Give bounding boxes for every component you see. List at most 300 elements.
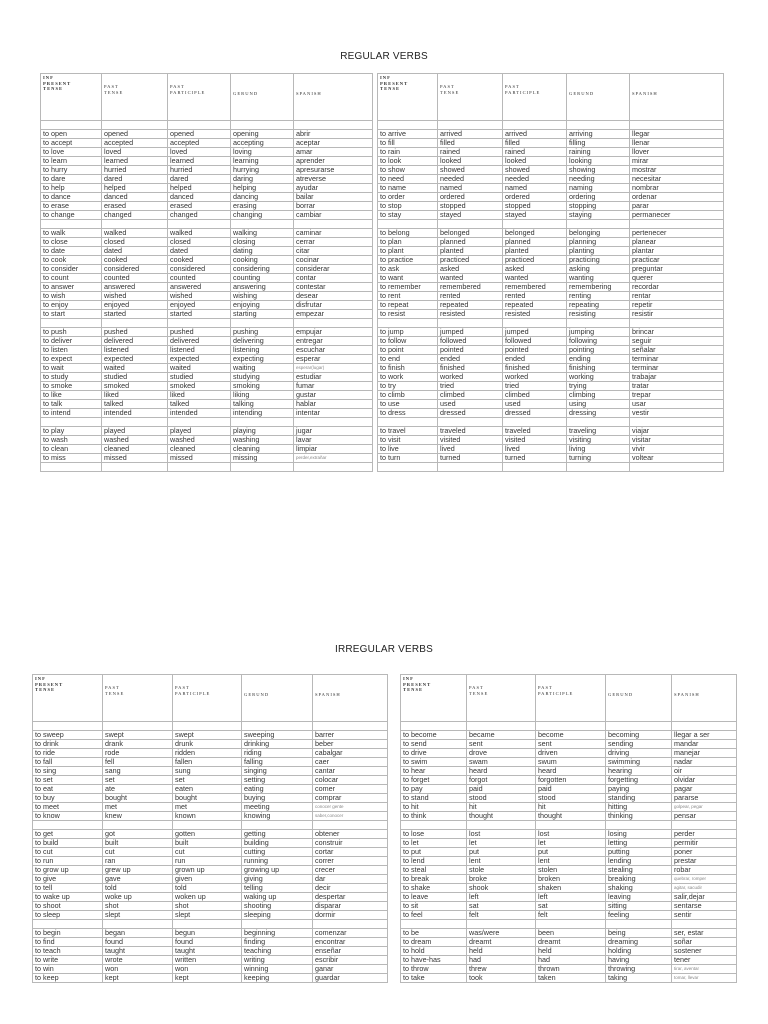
verb-past-participle: stopped (503, 202, 567, 211)
verb-spanish: tener (672, 956, 737, 965)
verb-spanish: conocer gente (313, 803, 388, 812)
verb-past-participle: waited (168, 364, 231, 373)
verb-past-participle: stolen (536, 866, 606, 875)
verb-row (41, 409, 373, 418)
verb-past-participle: arrived (503, 130, 567, 139)
verb-past-tense: heard (467, 767, 536, 776)
verb-spanish: saber,conocer (313, 812, 388, 821)
verb-past-participle: driven (536, 749, 606, 758)
verb-spanish: gustar (294, 391, 373, 400)
verb-past-participle: bought (173, 794, 242, 803)
verb-past-participle: swept (173, 731, 242, 740)
verb-row (41, 184, 373, 193)
verb-gerund: letting (606, 839, 672, 848)
verb-gerund: finishing (567, 364, 630, 373)
verb-past-participle: liked (168, 391, 231, 400)
verb-row (401, 731, 737, 740)
verb-infinitive: to wish (41, 292, 102, 301)
verb-infinitive: to build (33, 839, 103, 848)
verb-past-tense: cooked (102, 256, 168, 265)
verb-past-participle: cleaned (168, 445, 231, 454)
verb-row (33, 812, 388, 821)
verb-past-tense: considered (102, 265, 168, 274)
verb-row (41, 283, 373, 292)
header-text: PAST (538, 685, 553, 690)
verb-infinitive: to dream (401, 938, 467, 947)
verb-past-tense: filled (438, 139, 503, 148)
verb-row (33, 956, 388, 965)
verb-infinitive: to steal (401, 866, 467, 875)
verb-row (41, 175, 373, 184)
irregular-verbs-table-right (400, 674, 737, 983)
verb-gerund: stealing (606, 866, 672, 875)
empty-cell (606, 722, 672, 731)
verb-past-participle: considered (168, 265, 231, 274)
verb-past-tense: belonged (438, 229, 503, 238)
verb-spanish: ordenar (630, 193, 724, 202)
verb-gerund: telling (242, 884, 313, 893)
verb-row (401, 749, 737, 758)
verb-infinitive: to date (41, 247, 102, 256)
verb-past-participle: intended (168, 409, 231, 418)
empty-cell (168, 121, 231, 130)
verb-row (401, 911, 737, 920)
verb-infinitive: to hold (401, 947, 467, 956)
verb-infinitive: to belong (378, 229, 438, 238)
verb-gerund: falling (242, 758, 313, 767)
verb-past-tense: asked (438, 265, 503, 274)
verb-spanish: intentar (294, 409, 373, 418)
spacer-row (378, 220, 724, 229)
verb-past-tense: changed (102, 211, 168, 220)
header-text: INF (43, 75, 54, 80)
verb-past-tense: dressed (438, 409, 503, 418)
verb-spanish: encontrar (313, 938, 388, 947)
verb-spanish: cocinar (294, 256, 373, 265)
verb-past-participle: washed (168, 436, 231, 445)
header-text: SPANISH (674, 692, 700, 697)
verb-past-tense: waited (102, 364, 168, 373)
verb-past-participle: cut (173, 848, 242, 857)
verb-past-tense: turned (438, 454, 503, 463)
empty-cell (467, 821, 536, 830)
verb-spanish: sentarse (672, 902, 737, 911)
verb-infinitive: to stop (378, 202, 438, 211)
verb-past-participle: dressed (503, 409, 567, 418)
verb-past-tense: arrived (438, 130, 503, 139)
verb-past-participle: gotten (173, 830, 242, 839)
verb-row (41, 238, 373, 247)
verb-past-tense: knew (103, 812, 173, 821)
spacer-row (33, 722, 388, 731)
verb-gerund: eating (242, 785, 313, 794)
verb-row (33, 776, 388, 785)
verb-past-tense: dared (102, 175, 168, 184)
verb-infinitive: to play (41, 427, 102, 436)
verb-past-tense: climbed (438, 391, 503, 400)
verb-past-participle: become (536, 731, 606, 740)
empty-cell (168, 220, 231, 229)
header-text: PRESENT (35, 682, 64, 687)
verb-past-tense: learned (102, 157, 168, 166)
verb-past-tense: lost (467, 830, 536, 839)
verb-past-tense: repeated (438, 301, 503, 310)
verb-row (33, 803, 388, 812)
verb-gerund: paying (606, 785, 672, 794)
verb-gerund: losing (606, 830, 672, 839)
verb-gerund: arriving (567, 130, 630, 139)
verb-infinitive: to hit (401, 803, 467, 812)
verb-spanish: disparar (313, 902, 388, 911)
verb-infinitive: to forget (401, 776, 467, 785)
verb-past-tense: answered (102, 283, 168, 292)
header-text: GERUND (233, 91, 259, 96)
verb-infinitive: to try (378, 382, 438, 391)
spacer-row (401, 722, 737, 731)
verb-past-tense: had (467, 956, 536, 965)
verb-infinitive: to win (33, 965, 103, 974)
verb-past-tense: cut (103, 848, 173, 857)
verb-gerund: beginning (242, 929, 313, 938)
verb-row (41, 274, 373, 283)
verb-gerund: living (567, 445, 630, 454)
verb-past-participle: counted (168, 274, 231, 283)
verb-past-participle: swum (536, 758, 606, 767)
verb-spanish: pararse (672, 794, 737, 803)
empty-cell (41, 220, 102, 229)
verb-past-participle: heard (536, 767, 606, 776)
verb-past-participle: met (173, 803, 242, 812)
verb-spanish: terminar (630, 355, 724, 364)
verb-infinitive: to put (401, 848, 467, 857)
verb-infinitive: to love (41, 148, 102, 157)
verb-gerund: leaving (606, 893, 672, 902)
verb-infinitive: to order (378, 193, 438, 202)
verb-past-participle: found (173, 938, 242, 947)
verb-spanish: cerrar (294, 238, 373, 247)
verb-row (401, 812, 737, 821)
empty-cell (378, 121, 438, 130)
verb-past-tense: sat (467, 902, 536, 911)
verb-past-tense: left (467, 893, 536, 902)
verb-row (378, 283, 724, 292)
empty-cell (401, 821, 467, 830)
verb-gerund: pointing (567, 346, 630, 355)
verb-gerund: waiting (231, 364, 294, 373)
verb-past-participle: dared (168, 175, 231, 184)
verb-infinitive: to start (41, 310, 102, 319)
verb-gerund: looking (567, 157, 630, 166)
header-text: PAST (175, 685, 190, 690)
verb-past-participle: ridden (173, 749, 242, 758)
verb-spanish: cantar (313, 767, 388, 776)
verb-gerund: waking up (242, 893, 313, 902)
verb-row (41, 310, 373, 319)
verb-past-participle: fallen (173, 758, 242, 767)
verb-past-tense: wished (102, 292, 168, 301)
verb-infinitive: to jump (378, 328, 438, 337)
verb-gerund: delivering (231, 337, 294, 346)
empty-cell (467, 722, 536, 731)
verb-row (33, 839, 388, 848)
empty-cell (378, 418, 438, 427)
verb-past-participle: enjoyed (168, 301, 231, 310)
verb-past-participle: hit (536, 803, 606, 812)
header-text: SPANISH (632, 91, 658, 96)
verb-row (401, 785, 737, 794)
verb-spanish: abrir (294, 130, 373, 139)
verb-past-tense: rented (438, 292, 503, 301)
verb-past-participle: sent (536, 740, 606, 749)
verb-spanish: caminar (294, 229, 373, 238)
verb-gerund: filling (567, 139, 630, 148)
verb-spanish: repetir (630, 301, 724, 310)
header-past-participle (168, 74, 231, 121)
verb-spanish: jugar (294, 427, 373, 436)
verb-gerund: raining (567, 148, 630, 157)
verb-spanish: mandar (672, 740, 737, 749)
verb-infinitive: to study (41, 373, 102, 382)
verb-infinitive: to climb (378, 391, 438, 400)
verb-past-tense: lived (438, 445, 503, 454)
verb-row (378, 337, 724, 346)
verb-gerund: putting (606, 848, 672, 857)
verb-gerund: planting (567, 247, 630, 256)
verb-gerund: considering (231, 265, 294, 274)
verb-gerund: singing (242, 767, 313, 776)
verb-spanish: pagar (672, 785, 737, 794)
verb-spanish: despertar (313, 893, 388, 902)
verb-row (41, 247, 373, 256)
verb-past-participle: turned (503, 454, 567, 463)
verb-past-tense: closed (102, 238, 168, 247)
header-text: INF (403, 676, 414, 681)
verb-past-participle: listened (168, 346, 231, 355)
header-text: INF (35, 676, 46, 681)
verb-gerund: smoking (231, 382, 294, 391)
verb-row (378, 364, 724, 373)
verb-spanish: obtener (313, 830, 388, 839)
verb-past-tense: loved (102, 148, 168, 157)
verb-gerund: planning (567, 238, 630, 247)
verb-gerund: changing (231, 211, 294, 220)
verb-past-participle: wanted (503, 274, 567, 283)
verb-row (378, 211, 724, 220)
verb-infinitive: to grow up (33, 866, 103, 875)
verb-infinitive: to want (378, 274, 438, 283)
verb-row (401, 947, 737, 956)
verb-past-participle: visited (503, 436, 567, 445)
verb-infinitive: to leave (401, 893, 467, 902)
verb-past-tense: traveled (438, 427, 503, 436)
empty-cell (41, 463, 102, 472)
verb-infinitive: to shake (401, 884, 467, 893)
verb-infinitive: to feel (401, 911, 467, 920)
verb-past-participle: wished (168, 292, 231, 301)
empty-cell (606, 920, 672, 929)
verb-past-tense: hurried (102, 166, 168, 175)
verb-spanish: enseñar (313, 947, 388, 956)
verb-past-participle: followed (503, 337, 567, 346)
header-gerund (606, 675, 672, 722)
verb-past-tense: set (103, 776, 173, 785)
verb-infinitive: to enjoy (41, 301, 102, 310)
empty-cell (102, 463, 168, 472)
verb-row (33, 947, 388, 956)
verb-past-tense: stole (467, 866, 536, 875)
verb-past-participle: worked (503, 373, 567, 382)
verb-gerund: trying (567, 382, 630, 391)
header-past-tense (102, 74, 168, 121)
verb-spanish: disfrutar (294, 301, 373, 310)
verb-spanish: robar (672, 866, 737, 875)
verb-past-tense: hit (467, 803, 536, 812)
verb-past-tense: studied (102, 373, 168, 382)
verb-past-tense: wrote (103, 956, 173, 965)
verb-past-participle: taught (173, 947, 242, 956)
verb-spanish: citar (294, 247, 373, 256)
verb-gerund: knowing (242, 812, 313, 821)
verb-gerund: following (567, 337, 630, 346)
verb-gerund: becoming (606, 731, 672, 740)
verb-past-participle: eaten (173, 785, 242, 794)
verb-row (41, 130, 373, 139)
verb-gerund: forgetting (606, 776, 672, 785)
verb-row (378, 355, 724, 364)
verb-gerund: starting (231, 310, 294, 319)
verb-row (378, 346, 724, 355)
verb-row (401, 902, 737, 911)
verb-infinitive: to know (33, 812, 103, 821)
verb-row (401, 893, 737, 902)
verb-spanish: tirar, aventar (672, 965, 737, 974)
verb-gerund: winning (242, 965, 313, 974)
verb-row (378, 247, 724, 256)
empty-cell (242, 920, 313, 929)
verb-past-participle: stayed (503, 211, 567, 220)
verb-gerund: dating (231, 247, 294, 256)
verb-spanish: querer (630, 274, 724, 283)
verb-spanish: poner (672, 848, 737, 857)
verb-past-participle: opened (168, 130, 231, 139)
verb-gerund: visiting (567, 436, 630, 445)
verb-past-participle: put (536, 848, 606, 857)
spacer-row (378, 121, 724, 130)
verb-past-tense: tried (438, 382, 503, 391)
verb-infinitive: to visit (378, 436, 438, 445)
verb-row (401, 938, 737, 947)
verb-infinitive: to eat (33, 785, 103, 794)
verb-past-tense: drank (103, 740, 173, 749)
verb-infinitive: to drive (401, 749, 467, 758)
verb-past-tense: drove (467, 749, 536, 758)
verb-spanish: manejar (672, 749, 737, 758)
verb-spanish: amar (294, 148, 373, 157)
verb-past-participle: thought (536, 812, 606, 821)
header-past-tense (467, 675, 536, 722)
verb-spanish: esperar (294, 355, 373, 364)
verb-gerund: meeting (242, 803, 313, 812)
verb-gerund: erasing (231, 202, 294, 211)
verb-row (41, 256, 373, 265)
empty-cell (242, 821, 313, 830)
verb-gerund: working (567, 373, 630, 382)
empty-cell (401, 920, 467, 929)
verb-spanish: apresurarse (294, 166, 373, 175)
verb-infinitive: to lend (401, 857, 467, 866)
verb-past-participle: traveled (503, 427, 567, 436)
verb-infinitive: to push (41, 328, 102, 337)
empty-cell (672, 722, 737, 731)
verb-past-participle: helped (168, 184, 231, 193)
verb-infinitive: to plan (378, 238, 438, 247)
verb-infinitive: to sleep (33, 911, 103, 920)
verb-past-tense: let (467, 839, 536, 848)
verb-past-participle: been (536, 929, 606, 938)
empty-cell (606, 821, 672, 830)
verb-past-tense: played (102, 427, 168, 436)
verb-past-tense: built (103, 839, 173, 848)
verb-spanish: ganar (313, 965, 388, 974)
verb-spanish: llenar (630, 139, 724, 148)
verb-past-tense: found (103, 938, 173, 947)
verb-gerund: naming (567, 184, 630, 193)
verb-past-tense: sang (103, 767, 173, 776)
verb-infinitive: to work (378, 373, 438, 382)
verb-row (401, 866, 737, 875)
header-row (378, 74, 724, 121)
verb-gerund: riding (242, 749, 313, 758)
verb-spanish: permanecer (630, 211, 724, 220)
verb-row (378, 238, 724, 247)
verb-row (378, 184, 724, 193)
header-past-participle (536, 675, 606, 722)
header-text: INF (380, 75, 391, 80)
verb-infinitive: to need (378, 175, 438, 184)
verb-infinitive: to learn (41, 157, 102, 166)
verb-past-participle: rained (503, 148, 567, 157)
verb-infinitive: to repeat (378, 301, 438, 310)
header-past-tense (103, 675, 173, 722)
header-text: PRESENT (380, 81, 409, 86)
verb-row (41, 139, 373, 148)
verb-spanish: estudiar (294, 373, 373, 382)
verb-spanish: terminar (630, 364, 724, 373)
verb-infinitive: to cut (33, 848, 103, 857)
verb-spanish: vestir (630, 409, 724, 418)
verb-infinitive: to point (378, 346, 438, 355)
verb-spanish: tratar (630, 382, 724, 391)
header-spanish (313, 675, 388, 722)
spacer-row (378, 463, 724, 472)
verb-row (41, 382, 373, 391)
verb-past-tense: cleaned (102, 445, 168, 454)
verb-gerund: belonging (567, 229, 630, 238)
verb-past-participle: had (536, 956, 606, 965)
spacer-row (33, 920, 388, 929)
verb-past-tense: put (467, 848, 536, 857)
verb-past-participle: written (173, 956, 242, 965)
verb-spanish: agitar, sacudir (672, 884, 737, 893)
verb-gerund: holding (606, 947, 672, 956)
empty-cell (294, 463, 373, 472)
verb-past-participle: learned (168, 157, 231, 166)
spacer-row (41, 319, 373, 328)
empty-cell (103, 821, 173, 830)
verb-infinitive: to end (378, 355, 438, 364)
verb-gerund: writing (242, 956, 313, 965)
verb-spanish: guardar (313, 974, 388, 983)
